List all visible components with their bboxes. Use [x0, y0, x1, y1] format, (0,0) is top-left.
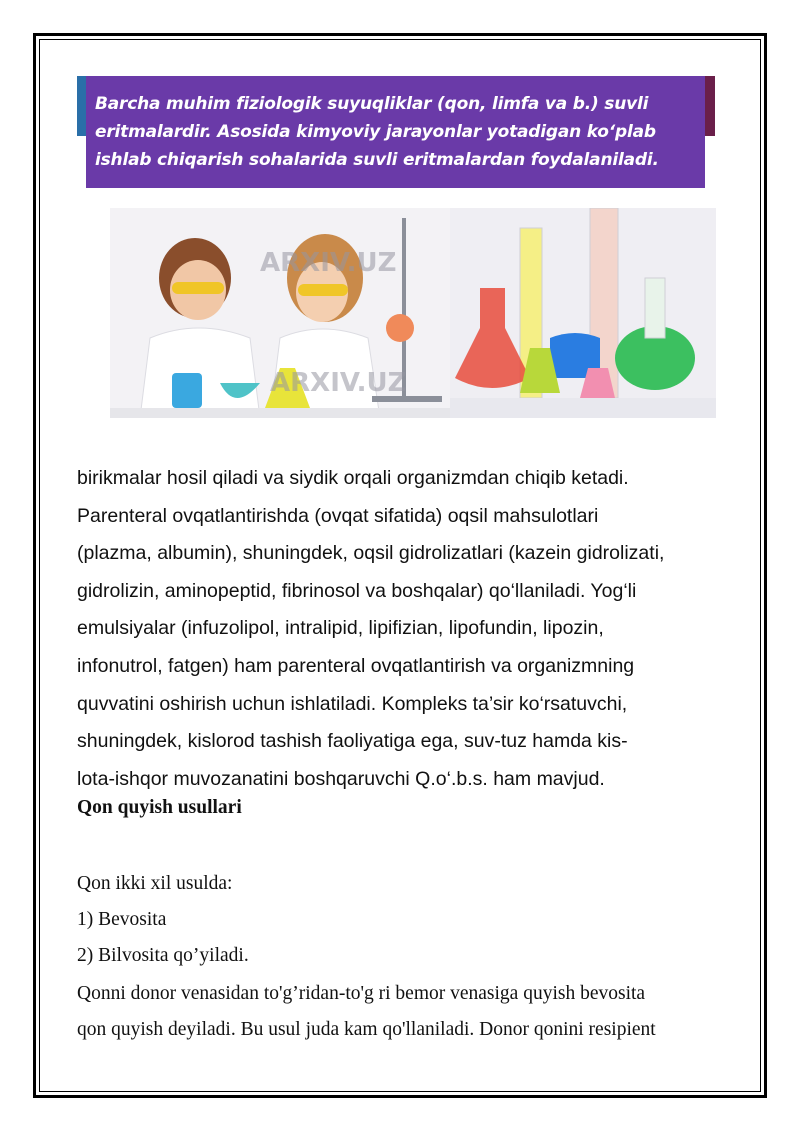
paragraph-line: birikmalar hosil qiladi va siydik orqali organizmdan chiqib ketadi.	[77, 467, 629, 489]
section-heading: Qon quyish usullari	[77, 797, 242, 818]
body-paragraph	[77, 460, 737, 798]
section-line: Qonni donor venasidan to'g’ridan-to'g ri bemor venasiga quyish bevosita	[77, 983, 646, 1004]
paragraph-line: emulsiyalar (infuzolipol, intralipid, lipifizian, lipofundin, lipozin,	[77, 617, 604, 640]
list-item: 1) Bevosita	[77, 909, 167, 930]
watermark: ARXIV.UZ	[260, 248, 397, 278]
paragraph-line: Parenteral ovqatlantirishda (ovqat sifatida) oqsil mahsulotlari	[77, 504, 599, 527]
banner-line: ishlab chiqarish sohalarida suvli eritmalardan foydalaniladi.	[95, 150, 659, 170]
section-line: qon quyish deyiladi. Bu usul juda kam qo'llaniladi. Donor qonini resipient	[77, 1019, 656, 1040]
watermark: ARXIV.UZ	[270, 368, 407, 398]
paragraph-line: infonutrol, fatgen) ham parenteral ovqatlantirish va organizmning	[77, 654, 635, 677]
list-item: 2) Bilvosita qo’yiladi.	[77, 945, 249, 966]
banner-line: eritmalardir. Asosida kimyoviy jarayonlar yotadigan ko‘plab	[95, 122, 656, 142]
lab-illustration	[110, 208, 716, 418]
paragraph-line: gidrolizin, aminopeptid, fibrinosol va boshqalar) qo‘llaniladi. Yog‘li	[77, 579, 637, 602]
banner-image	[77, 76, 715, 188]
paragraph-line: (plazma, albumin), shuningdek, oqsil gidrolizatlari (kazein gidrolizati,	[77, 542, 665, 565]
banner-caption	[95, 90, 699, 174]
banner-line: Barcha muhim fiziologik suyuqliklar (qon, limfa va b.) suvli	[95, 94, 649, 114]
lab-photo	[110, 208, 716, 418]
paragraph-line: shuningdek, kislorod tashish faoliyatiga ega, suv-tuz hamda kis-	[77, 730, 628, 753]
paragraph-line: lota-ishqor muvozanatini boshqaruvchi Q.o‘.b.s. ham mavjud.	[77, 767, 605, 790]
section-line: Qon ikki xil usulda:	[77, 873, 233, 894]
paragraph-line: quvvatini oshirish uchun ishlatiladi. Kompleks ta’sir ko‘rsatuvchi,	[77, 692, 628, 715]
